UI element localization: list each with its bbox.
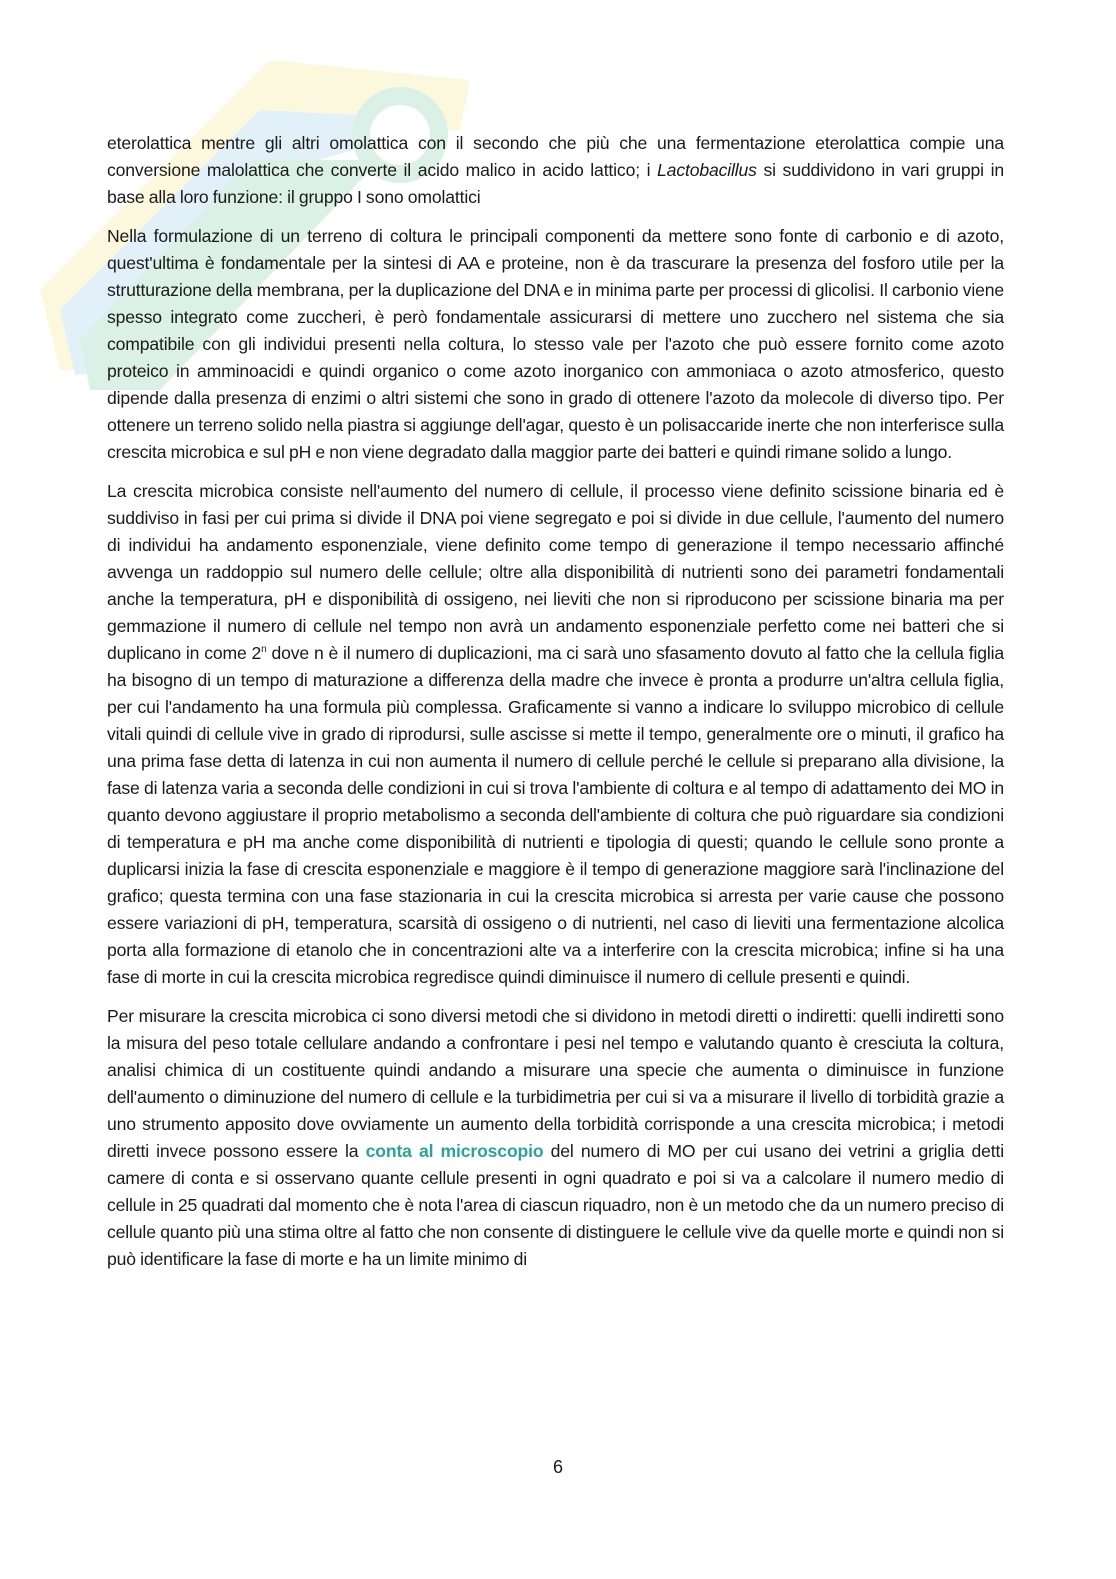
highlight-conta-al-microscopio: conta al microscopio <box>365 1141 544 1161</box>
paragraph-3-text-b: dove n è il numero di duplicazioni, ma ci sarà uno sfasamento dovuto al fatto che la cellula figlia ha bisogno di un tempo di maturazione a differenza della madre che invece è pronta a produrre un'altra cellula figlia, per cui l'andamento ha una formula più complessa. Graficamente si vanno a indicare lo sviluppo microbico di cellule vitali quindi di cellule vive in grado di riprodursi, sulle ascisse si mette il tempo, generalmente ore o minuti, il grafico ha una prima fase detta di latenza in cui non aumenta il numero di cellule perché le cellule si preparano alla divisione, la fase di latenza varia a seconda delle condizioni in cui si trova l'ambiente di coltura e al tempo di adattamento dei MO in quanto devono aggiustare il proprio metabolismo a seconda dell'ambiente di coltura che può riguardare sia condizioni di temperatura e pH ma anche come disponibilità di nutrienti e tipologia di questi; quando le cellule sono pronte a duplicarsi inizia la fase di crescita esponenziale e maggiore è il tempo di generazione maggiore sarà l'inclinazione del grafico; questa termina con una fase stazionaria in cui la crescita microbica si arresta per varie cause che possono essere variazioni di pH, temperatura, scarsità di ossigeno o di nutrienti, nel caso di lieviti una fermentazione alcolica porta alla formazione di etanolo che in concentrazioni alte va a interferire con la crescita microbica; infine si ha una fase di morte in cui la crescita microbica regredisce quindi diminuisce il numero di cellule presenti e quindi. <box>107 643 1004 987</box>
paragraph-4-text-b: del numero di MO per cui usano dei vetrini a griglia detti camere di conta e si osservano quante cellule presenti in ogni quadrato e poi si va a calcolare il numero medio di cellule in 25 quadrati dal momento che è nota l'area di ciascun riquadro, non è un metodo che da un numero preciso di cellule quanto più una stima oltre al fatto che non consente di distinguere le cellule vive da quelle morte e quindi non si può identificare la fase di morte e ha un limite minimo di <box>107 1141 1005 1269</box>
document-body <box>107 130 1004 1285</box>
paragraph-3 <box>107 478 1004 991</box>
paragraph-2: Nella formulazione di un terreno di coltura le principali componenti da mettere sono fonte di carbonio e di azoto, quest'ultima è fondamentale per la sintesi di AA e proteine, non è da trascurare la presenza del fosforo utile per la strutturazione della membrana, per la duplicazione del DNA e in minima parte per processi di glicolisi. Il carbonio viene spesso integrato come zuccheri, è però fondamentale assicurarsi di mettere uno zucchero nel sistema che sia compatibile con gli individui presenti nella coltura, lo stesso vale per l'azoto che può essere fornito come azoto proteico in amminoacidi e quindi organico o come azoto inorganico con ammoniaca o azoto atmosferico, questo dipende dalla presenza di enzimi o altri sistemi che sono in grado di ottenere l'azoto da molecole di diverso tipo. Per ottenere un terreno solido nella piastra si aggiunge dell'agar, questo è un polisaccaride inerte che non interferisce sulla crescita microbica e sul pH e non viene degradato dalla maggior parte dei batteri e quindi rimane solido a lungo. <box>107 226 1004 462</box>
paragraph-1 <box>107 130 1004 211</box>
paragraph-3-text-a: La crescita microbica consiste nell'aumento del numero di cellule, il processo viene definito scissione binaria ed è suddiviso in fasi per cui prima si divide il DNA poi viene segregato e poi si divide in due cellule, l'aumento del numero di individui ha andamento esponenziale, viene definito come tempo di generazione il tempo necessario affinché avvenga un raddoppio sul numero delle cellule; oltre alla disponibilità di nutrienti sono dei parametri fondamentali anche la temperatura, pH e disponibilità di ossigeno, nei lieviti che non si riproducono per scissione binaria ma per gemmazione il numero di cellule nel tempo non avrà un andamento esponenziale perfetto come nei batteri che si duplicano in come 2 <box>107 481 1004 663</box>
lactobacillus-term: Lactobacillus <box>657 160 757 180</box>
paragraph-1-text-c: si suddividono in vari gruppi in base alla loro funzione: il gruppo I sono omolattici <box>107 160 1004 207</box>
exponent-n: n <box>261 644 267 656</box>
paragraph-4 <box>107 1003 1004 1273</box>
page-number: 6 <box>552 1457 563 1477</box>
paragraph-1-text-a: eterolattica mentre gli altri omolattica con il secondo che più che una fermentazione eterolattica compie una conversione malolattica che converte il acido malico in acido lattico; i <box>107 133 1004 180</box>
paragraph-4-text-a: Per misurare la crescita microbica ci sono diversi metodi che si dividono in metodi diretti o indiretti: quelli indiretti sono la misura del peso totale cellulare andando a confrontare i pesi nel tempo e valutando quanto è cresciuta la coltura, analisi chimica di un costituente quindi andando a misurare una specie che aumenta o diminuisce in funzione dell'aumento o diminuzione del numero di cellule e la turbidimetria per cui si va a misurare il livello di torbidità grazie a uno strumento apposito dove ovviamente un aumento della torbidità corrisponde a una crescita microbica; i metodi diretti invece possono essere la <box>107 1006 1004 1161</box>
